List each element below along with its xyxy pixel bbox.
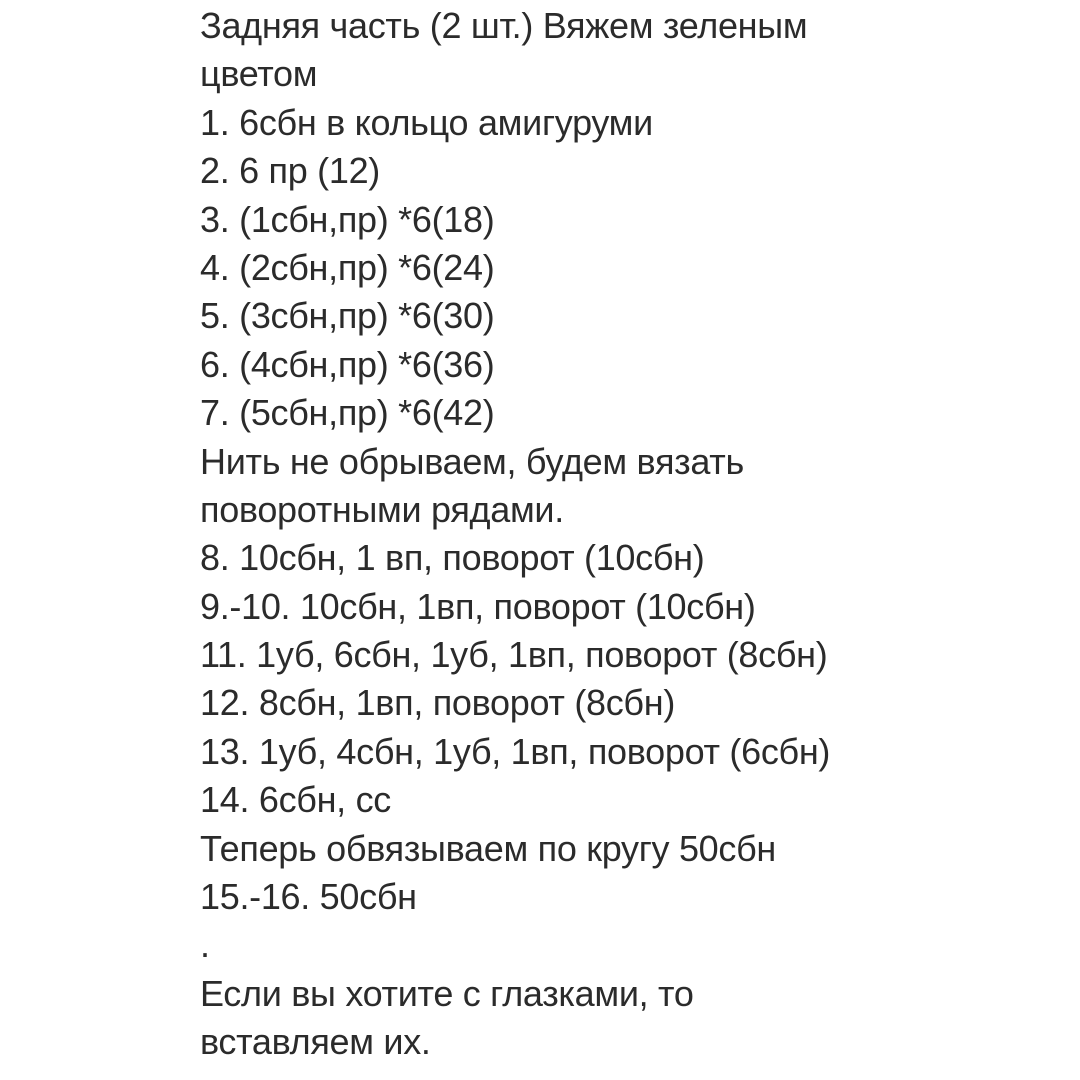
text-line-note-3-cont: вставляем их. <box>200 1021 431 1063</box>
text-line-row-5: 5. (3сбн,пр) *6(30) <box>200 295 495 337</box>
text-line-note-1: Нить не обрываем, будем вязать <box>200 440 744 482</box>
text-line-heading: Задняя часть (2 шт.) Вяжем зеленым <box>200 5 808 46</box>
text-line-row-6: 6. (4сбн,пр) *6(36) <box>200 343 495 385</box>
pattern-text <box>200 2 1060 1067</box>
text-line-separator-dot: . <box>200 924 210 966</box>
text-line-row-13: 13. 1уб, 4сбн, 1уб, 1вп, поворот (6сбн) <box>200 730 831 772</box>
text-line-row-11: 11. 1уб, 6сбн, 1уб, 1вп, поворот (8сбн) <box>200 634 828 676</box>
text-line-heading-cont: цветом <box>200 53 318 95</box>
text-line-row-4: 4. (2сбн,пр) *6(24) <box>200 246 495 288</box>
text-line-row-9-10: 9.-10. 10сбн, 1вп, поворот (10сбн) <box>200 585 756 627</box>
text-line-row-15-16: 15.-16. 50сбн <box>200 876 417 918</box>
text-line-row-14: 14. 6сбн, сс <box>200 779 391 821</box>
text-line-note-1-cont: поворотными рядами. <box>200 488 564 530</box>
text-line-row-8: 8. 10сбн, 1 вп, поворот (10сбн) <box>200 537 705 579</box>
text-line-note-2: Теперь обвязываем по кругу 50сбн <box>200 827 776 869</box>
text-line-row-7: 7. (5сбн,пр) *6(42) <box>200 392 495 434</box>
text-line-row-3: 3. (1сбн,пр) *6(18) <box>200 198 495 240</box>
text-line-row-12: 12. 8сбн, 1вп, поворот (8сбн) <box>200 682 676 724</box>
text-line-note-3: Если вы хотите с глазками, то <box>200 972 694 1014</box>
text-line-row-2: 2. 6 пр (12) <box>200 150 380 192</box>
text-line-row-1: 1. 6сбн в кольцо амигуруми <box>200 101 653 143</box>
